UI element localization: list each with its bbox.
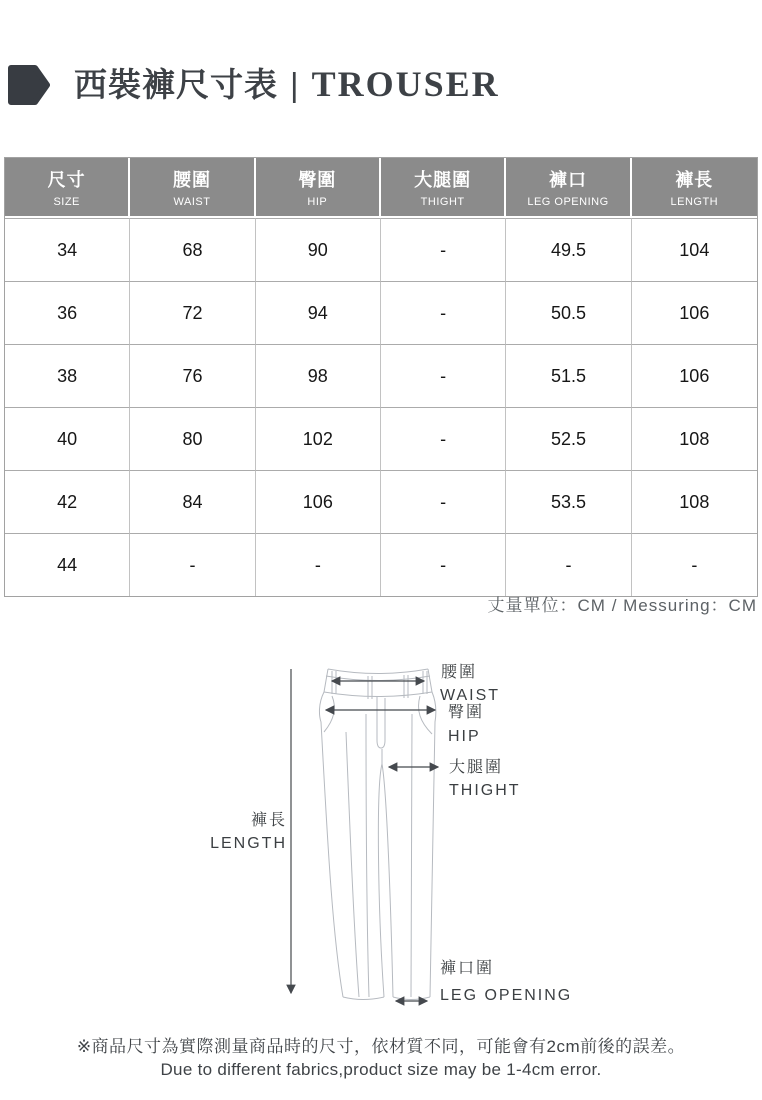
table-head bbox=[5, 158, 757, 218]
column-header-zh: 腰圍 bbox=[172, 170, 211, 190]
page-title-en: TROUSER bbox=[311, 64, 500, 104]
table-cell: - bbox=[381, 470, 506, 533]
table-body bbox=[5, 218, 757, 596]
table-cell: 108 bbox=[632, 470, 757, 533]
table-cell: 38 bbox=[5, 344, 130, 407]
table-cell: - bbox=[381, 533, 506, 596]
table-row bbox=[5, 218, 757, 281]
column-header-zh: 尺寸 bbox=[47, 170, 86, 190]
page-title-zh: 西裝褲尺寸表 bbox=[74, 66, 278, 103]
column-header bbox=[5, 158, 130, 218]
leg-opening-label-zh: 褲口圍 bbox=[440, 960, 495, 977]
table-cell: 53.5 bbox=[506, 470, 631, 533]
footer-note-zh: ※商品尺寸為實際測量商品時的尺寸，依材質不同，可能會有2cm前後的誤差。 bbox=[76, 1037, 686, 1056]
hip-label-zh: 臀圍 bbox=[448, 704, 485, 721]
table-cell: - bbox=[381, 218, 506, 281]
table-cell: 84 bbox=[130, 470, 255, 533]
table-cell: - bbox=[256, 533, 381, 596]
measurement-arrows bbox=[291, 669, 438, 1001]
column-header-en: LENGTH bbox=[670, 196, 719, 208]
waist-label-zh: 腰圍 bbox=[441, 664, 478, 681]
column-header-zh: 褲長 bbox=[675, 170, 714, 190]
column-header bbox=[256, 158, 381, 218]
length-label-zh: 褲長 bbox=[250, 812, 287, 829]
table-cell: 106 bbox=[256, 470, 381, 533]
table-cell: 42 bbox=[5, 470, 130, 533]
waist-label-en: WAIST bbox=[440, 687, 501, 704]
column-header-zh: 臀圍 bbox=[298, 170, 337, 190]
table-cell: 102 bbox=[256, 407, 381, 470]
table-header-row bbox=[5, 158, 757, 218]
table-row bbox=[5, 344, 757, 407]
size-table bbox=[4, 157, 758, 597]
column-header-en: THIGHT bbox=[420, 196, 465, 208]
table-cell: 49.5 bbox=[506, 218, 631, 281]
column-header bbox=[506, 158, 631, 218]
trousers-sketch bbox=[319, 669, 435, 1000]
table-cell: 72 bbox=[130, 281, 255, 344]
table-cell: 34 bbox=[5, 218, 130, 281]
tag-arrow-icon bbox=[8, 65, 50, 105]
table-row bbox=[5, 281, 757, 344]
table-cell: 76 bbox=[130, 344, 255, 407]
table-cell: 106 bbox=[632, 344, 757, 407]
column-header bbox=[130, 158, 255, 218]
table-cell: 50.5 bbox=[506, 281, 631, 344]
title-separator: | bbox=[290, 66, 300, 103]
column-header bbox=[381, 158, 506, 218]
page-title bbox=[74, 62, 500, 107]
table-cell: - bbox=[130, 533, 255, 596]
length-label-en: LENGTH bbox=[210, 835, 287, 852]
table-cell: 44 bbox=[5, 533, 130, 596]
thigh-label-en: THIGHT bbox=[449, 782, 521, 799]
column-header bbox=[632, 158, 757, 218]
table-cell: 36 bbox=[5, 281, 130, 344]
table-cell: 90 bbox=[256, 218, 381, 281]
table-cell: 98 bbox=[256, 344, 381, 407]
hip-label-en: HIP bbox=[448, 728, 481, 745]
table-cell: - bbox=[632, 533, 757, 596]
table-cell: 106 bbox=[632, 281, 757, 344]
table-cell: 104 bbox=[632, 218, 757, 281]
table-cell: - bbox=[381, 407, 506, 470]
page-title-bar bbox=[8, 62, 500, 107]
column-header-zh: 大腿圍 bbox=[414, 170, 472, 190]
table-cell: 40 bbox=[5, 407, 130, 470]
table-row bbox=[5, 407, 757, 470]
thigh-label-zh: 大腿圍 bbox=[449, 759, 504, 776]
table-cell: - bbox=[381, 344, 506, 407]
table-cell: 51.5 bbox=[506, 344, 631, 407]
column-header-en: LEG OPENING bbox=[527, 196, 609, 208]
column-header-zh: 褲口 bbox=[548, 170, 587, 190]
footer-note-en: Due to different fabrics,product size may be 1-4cm error. bbox=[160, 1060, 602, 1079]
table-cell: 94 bbox=[256, 281, 381, 344]
table-row bbox=[5, 533, 757, 596]
column-header-en: WAIST bbox=[173, 196, 211, 208]
table-cell: - bbox=[506, 533, 631, 596]
table-cell: 80 bbox=[130, 407, 255, 470]
column-header-en: SIZE bbox=[53, 196, 80, 208]
leg-opening-label-en: LEG OPENING bbox=[440, 987, 573, 1004]
table-row bbox=[5, 470, 757, 533]
table-cell: 68 bbox=[130, 218, 255, 281]
measuring-unit-note: 丈量單位：CM / Messuring：CM bbox=[487, 596, 757, 615]
column-header-en: HIP bbox=[307, 196, 328, 208]
table-cell: - bbox=[381, 281, 506, 344]
table-cell: 52.5 bbox=[506, 407, 631, 470]
table-cell: 108 bbox=[632, 407, 757, 470]
